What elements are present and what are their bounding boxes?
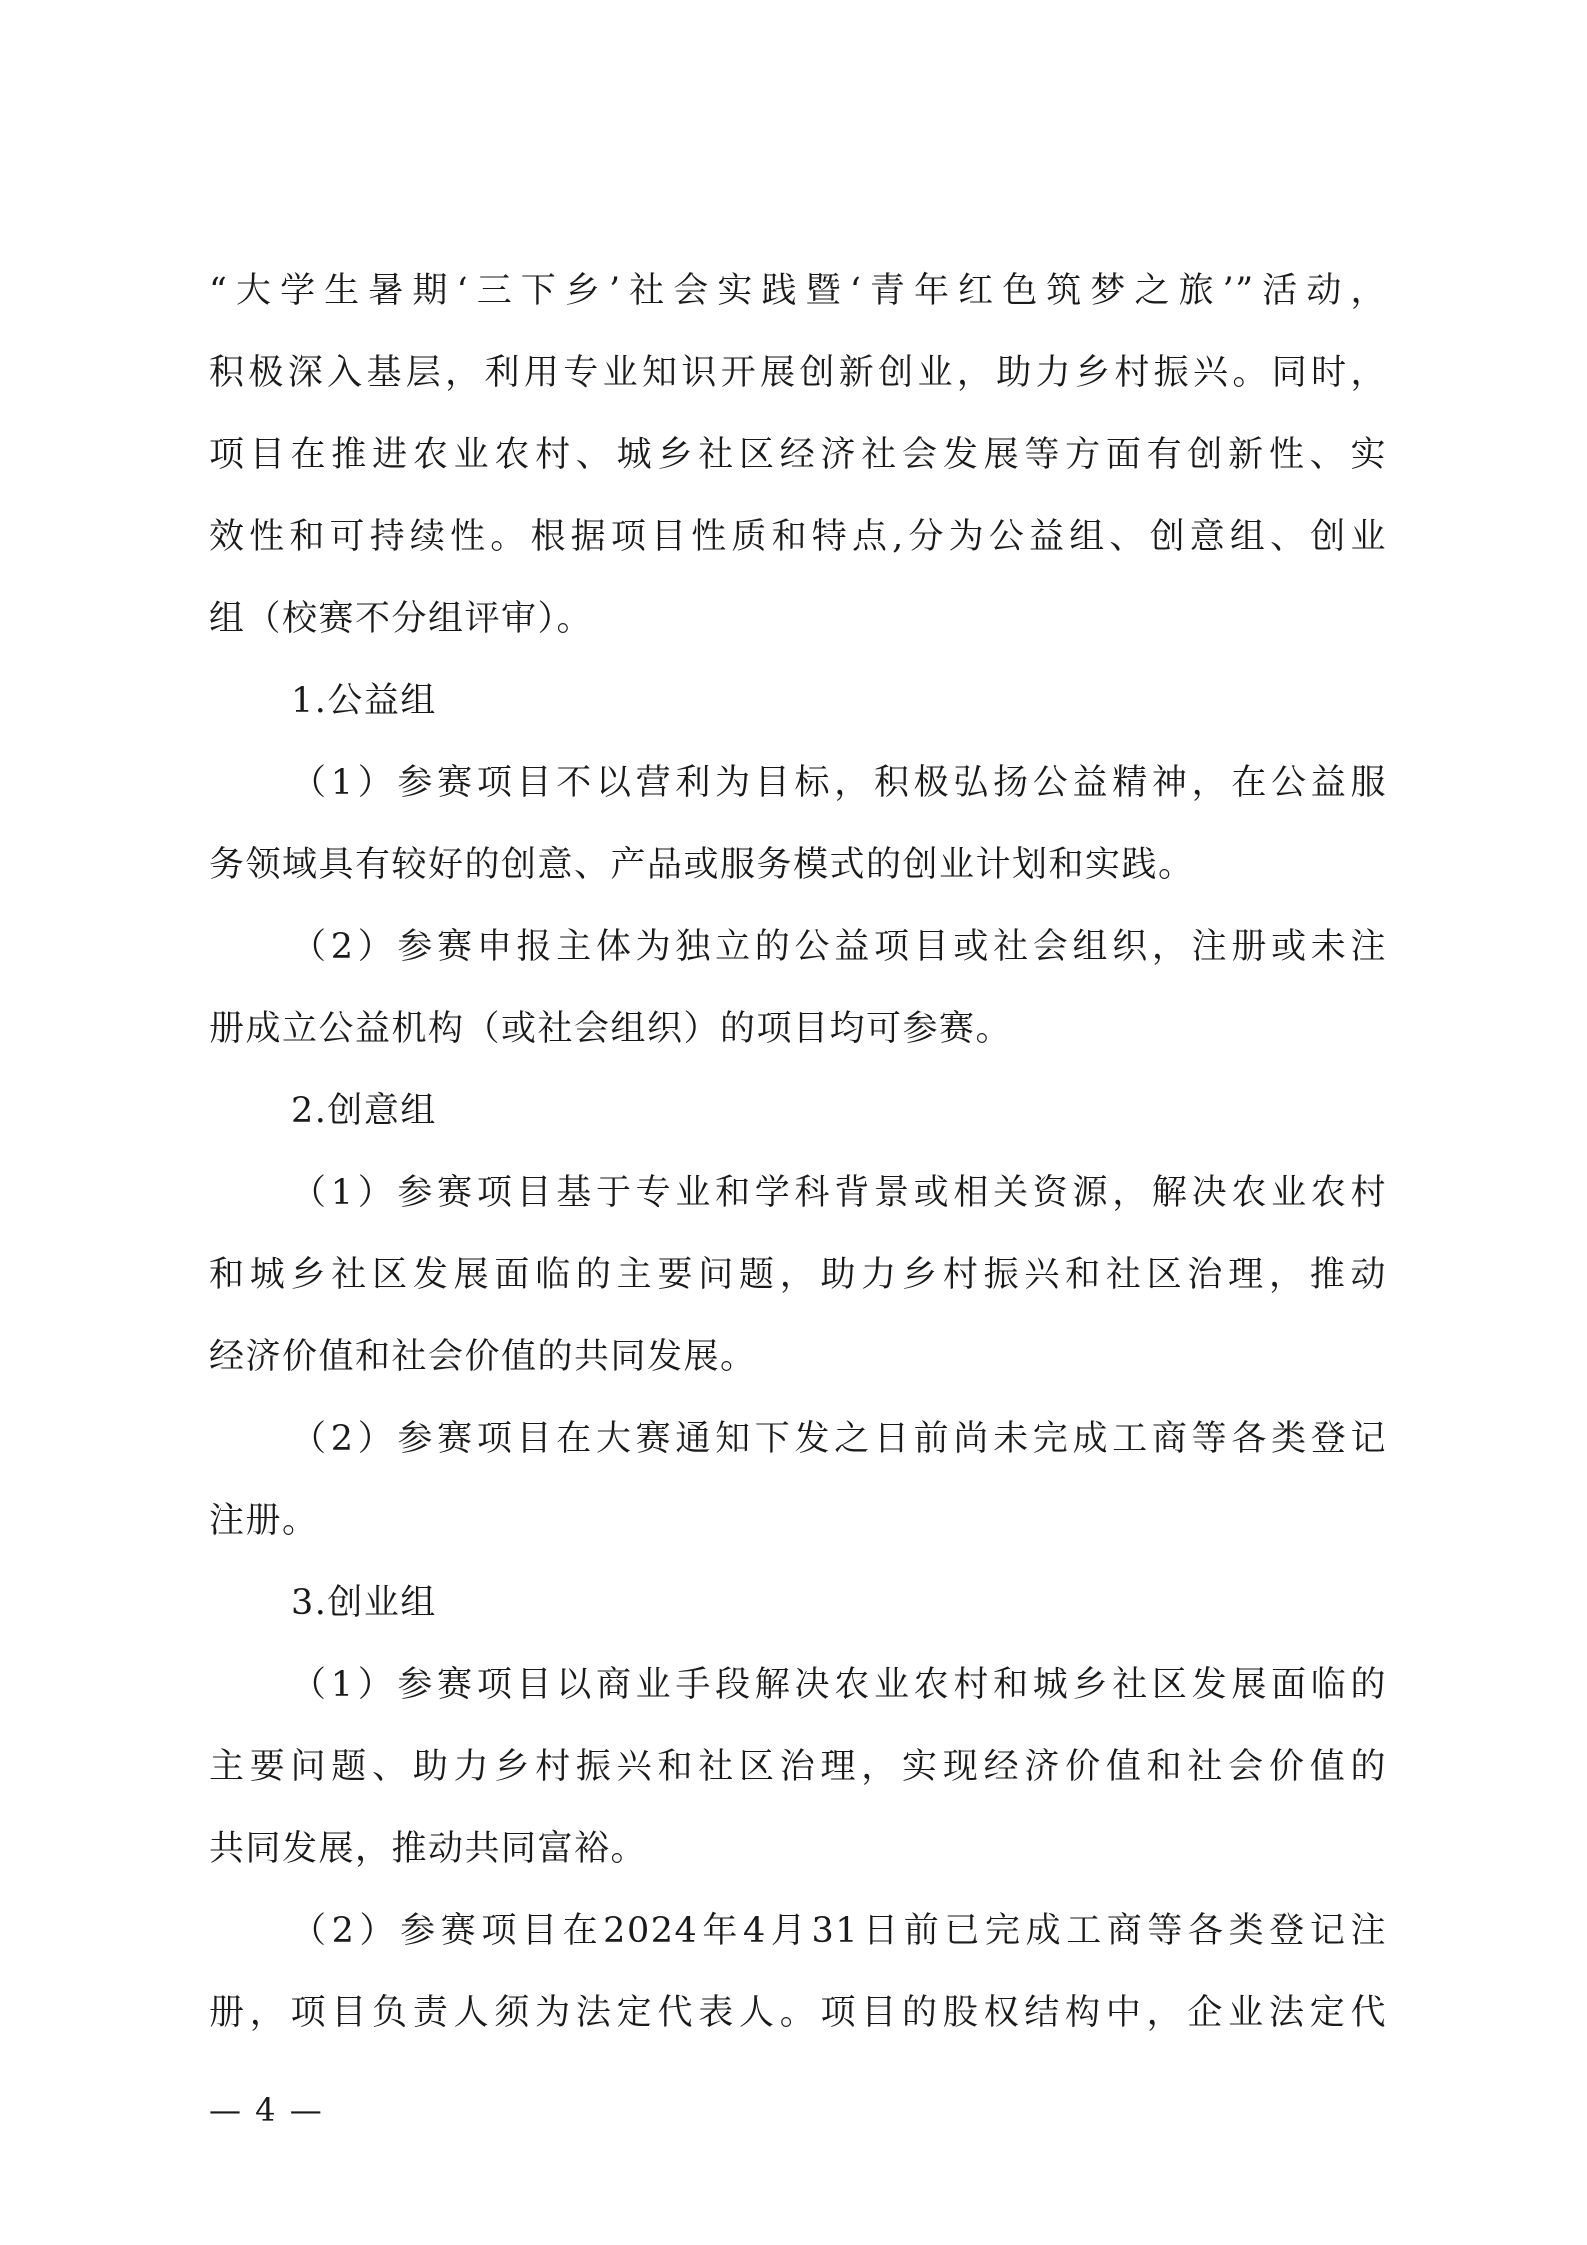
paragraph-line: （2）参赛项目在大赛通知下发之日前尚未完成工商等各类登记 [291, 1419, 1387, 1459]
paragraph-line: 积极深入基层，利用专业知识开展创新创业，助力乡村振兴。同时， [209, 353, 1387, 393]
paragraph-line: （2）参赛申报主体为独立的公益项目或社会组织，注册或未注 [291, 927, 1387, 967]
paragraph-line: （1）参赛项目不以营利为目标，积极弘扬公益精神，在公益服 [291, 763, 1387, 803]
paragraph-line: （1）参赛项目基于专业和学科背景或相关资源，解决农业农村 [291, 1173, 1387, 1213]
section-heading-public-welfare: 1.公益组 [291, 681, 437, 721]
paragraph-line: “大学生暑期‘三下乡’社会实践暨‘青年红色筑梦之旅’”活动， [209, 271, 1387, 311]
paragraph-line: 和城乡社区发展面临的主要问题，助力乡村振兴和社区治理，推动 [209, 1255, 1387, 1295]
paragraph-line: 册成立公益机构（或社会组织）的项目均可参赛。 [209, 1009, 1013, 1049]
paragraph-line: 册，项目负责人须为法定代表人。项目的股权结构中，企业法定代 [209, 1993, 1387, 2033]
paragraph-line: 务领域具有较好的创意、产品或服务模式的创业计划和实践。 [209, 845, 1195, 885]
paragraph-line: 主要问题、助力乡村振兴和社区治理，实现经济价值和社会价值的 [209, 1747, 1387, 1787]
paragraph-line: 效性和可持续性。根据项目性质和特点,分为公益组、创意组、创业 [209, 517, 1387, 557]
body-text [209, 250, 1387, 2054]
paragraph-line: 注册。 [209, 1501, 319, 1541]
paragraph-line: 共同发展，推动共同富裕。 [209, 1829, 648, 1869]
section-heading-startup: 3.创业组 [291, 1583, 437, 1623]
paragraph-line: 经济价值和社会价值的共同发展。 [209, 1337, 757, 1377]
paragraph-line: （2）参赛项目在2024年4月31日前已完成工商等各类登记注 [291, 1911, 1387, 1951]
paragraph-line: （1）参赛项目以商业手段解决农业农村和城乡社区发展面临的 [291, 1665, 1387, 1705]
paragraph-line: 组（校赛不分组评审）。 [209, 599, 594, 639]
section-heading-creative: 2.创意组 [291, 1091, 437, 1131]
paragraph-line: 项目在推进农业农村、城乡社区经济社会发展等方面有创新性、实 [209, 435, 1387, 475]
page-number: — 4 — [209, 2091, 324, 2129]
